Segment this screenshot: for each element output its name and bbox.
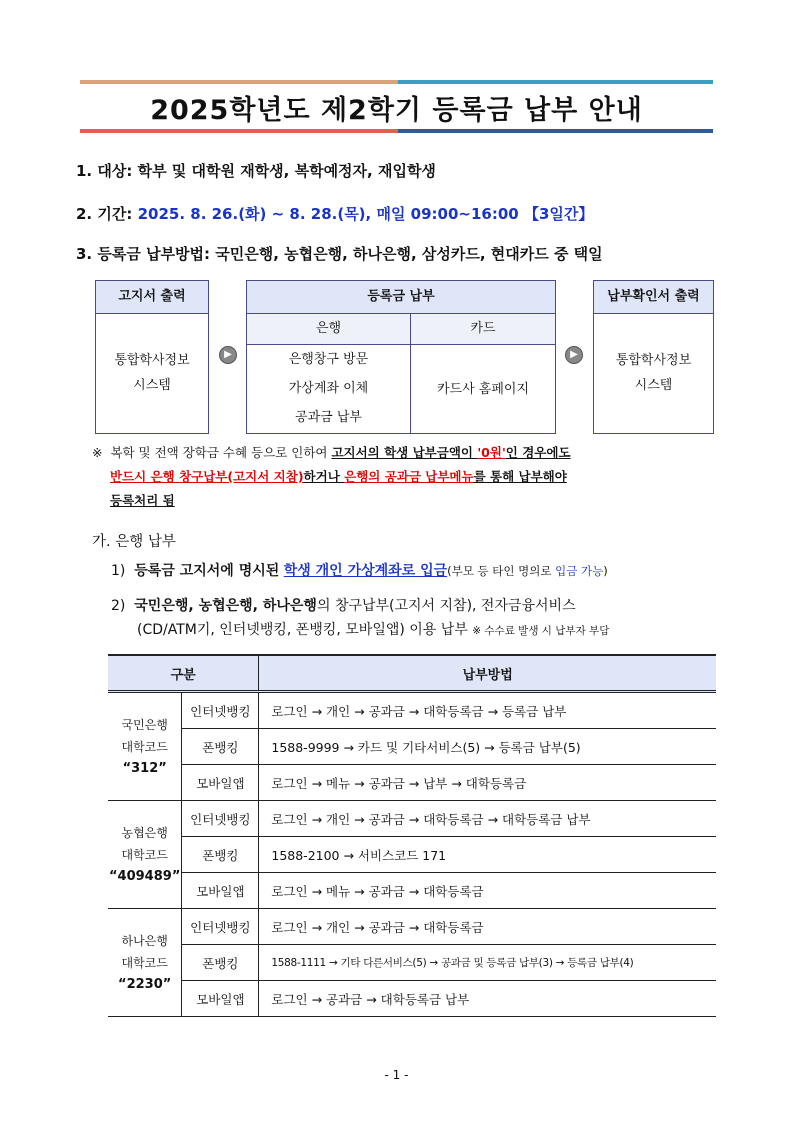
payment-card-header: 카드 <box>470 321 496 336</box>
table-row: 국민은행 대학코드 “312” 인터넷뱅킹 로그인 → 개인 → 공과금 → 대학등록금 → 등록금 납부 <box>108 692 716 729</box>
header-bottom-bar-right <box>398 129 713 133</box>
table-row: 농협은행 대학코드 “409489” 인터넷뱅킹 로그인 → 개인 → 공과금 → 대학등록금 → 대학등록금 납부 <box>108 801 716 837</box>
zero-amount-notice: ※ 복학 및 전액 장학금 수혜 등으로 인하여 고지서의 학생 납부금액이 '0원'인 경우에도 반드시 은행 창구납부(고지서 지참)하거나 은행의 공과금 납부메뉴를 통해 납부해야 등록처리 됨 <box>92 445 571 508</box>
flow-step-confirmation <box>593 280 714 434</box>
header-top-bar-right <box>398 80 713 84</box>
flow-step-confirmation-line2: 시스템 <box>634 378 673 393</box>
bank-point-2: 2) 국민은행, 농협은행, 하나은행의 창구납부(고지서 지참), 전자금융서비스 (CD/ATM기, 인터넷뱅킹, 폰뱅킹, 모바일앱) 이용 납부 ※ 수수료 발생 시 납부자 부담 <box>111 598 610 638</box>
flow-step-payment-title: 등록금 납부 <box>247 281 555 314</box>
flow-step-invoice <box>95 280 209 434</box>
bank-payment-table <box>108 654 716 1017</box>
bank-section-heading: 가. 은행 납부 <box>92 534 176 550</box>
bank-cell-kb: 국민은행 대학코드 “312” <box>108 692 182 801</box>
table-header-method: 납부방법 <box>259 655 716 692</box>
payment-bank-line: 공과금 납부 <box>295 410 362 425</box>
table-row: 폰뱅킹 1588-1111 → 기타 다른서비스(5) → 공과금 및 등록금 납부(3) → 등록금 납부(4) <box>108 945 716 981</box>
flow-step-payment <box>246 280 556 434</box>
bank-cell-nh: 농협은행 대학코드 “409489” <box>108 801 182 909</box>
page-number: - 1 - <box>384 1068 409 1082</box>
table-row: 폰뱅킹 1588-9999 → 카드 및 기타서비스(5) → 등록금 납부(5) <box>108 729 716 765</box>
flow-step-invoice-line2: 시스템 <box>133 378 171 393</box>
table-row: 폰뱅킹 1588-2100 → 서비스코드 171 <box>108 837 716 873</box>
flow-arrow-1-icon: ▶ <box>219 346 237 364</box>
table-header-category: 구분 <box>108 655 259 692</box>
item-method: 3. 등록금 납부방법: 국민은행, 농협은행, 하나은행, 삼성카드, 현대카드 중 택일 <box>76 245 603 263</box>
bank-cell-hana: 하나은행 대학코드 “2230” <box>108 909 182 1017</box>
item-target: 1. 대상: 학부 및 대학원 재학생, 복학예정자, 재입학생 <box>76 162 436 180</box>
table-row: 하나은행 대학코드 “2230” 인터넷뱅킹 로그인 → 개인 → 공과금 → 대학등록금 <box>108 909 716 945</box>
table-row: 모바일앱 로그인 → 메뉴 → 공과금 → 납부 → 대학등록금 <box>108 765 716 801</box>
payment-card-text: 카드사 홈페이지 <box>436 382 530 397</box>
payment-bank-header: 은행 <box>247 314 411 344</box>
table-row: 모바일앱 로그인 → 공과금 → 대학등록금 납부 <box>108 981 716 1017</box>
header-top-bar-left <box>80 80 398 84</box>
item-period: 2. 기간: 2025. 8. 26.(화) ~ 8. 28.(목), 매일 09:00~16:00 【3일간】 <box>76 205 594 223</box>
flow-step-confirmation-title: 납부확인서 출력 <box>594 281 713 314</box>
flow-step-invoice-line1: 통합학사정보 <box>114 353 190 368</box>
payment-bank-line: 은행창구 방문 <box>288 352 369 367</box>
flow-step-confirmation-line1: 통합학사정보 <box>615 353 692 368</box>
page-title: 2025학년도 제2학기 등록금 납부 안내 <box>150 95 643 126</box>
header-bottom-bar-left <box>80 129 398 133</box>
flow-arrow-2-icon: ▶ <box>565 346 583 364</box>
flow-step-invoice-title: 고지서 출력 <box>96 281 208 314</box>
bank-point-1: 1) 등록금 고지서에 명시된 학생 개인 가상계좌로 입금(부모 등 타인 명의로 입금 가능) <box>111 563 608 579</box>
payment-bank-line: 가상계좌 이체 <box>288 381 369 396</box>
table-row: 모바일앱 로그인 → 메뉴 → 공과금 → 대학등록금 <box>108 873 716 909</box>
